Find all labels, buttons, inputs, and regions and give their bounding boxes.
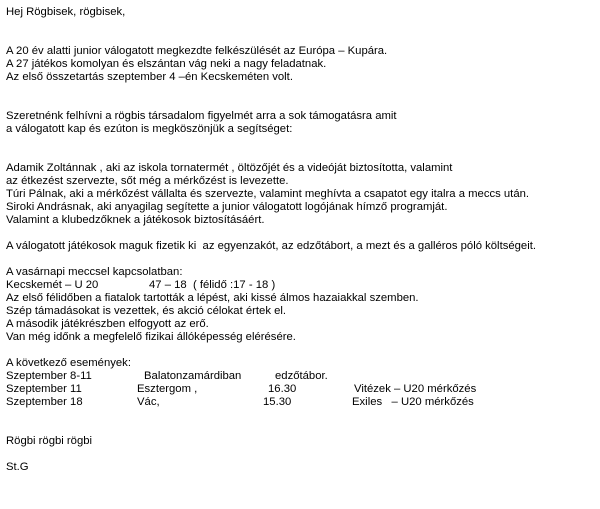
event-place: Esztergom , — [137, 383, 198, 395]
thanks-line-3: Túri Pálnak, aki a mérkőzést vállalta és szervezte, valamint meghívta a csapatot egy italra a meccs után. — [6, 188, 530, 200]
event-date: Szeptember 8-11 — [6, 370, 92, 382]
intro-line-3: Az első összetartás szeptember 4 –én Kecskeméten volt. — [6, 71, 293, 83]
event-place: Balatonzamárdiban — [144, 370, 242, 382]
intro-line-2: A 27 játékos komolyan és elszántan vág neki a nagy feladatnak. — [6, 58, 327, 70]
letter-document — [6, 6, 598, 474]
event-time: 16.30 — [268, 383, 297, 395]
event-description: Vitézek – U20 mérkőzés — [354, 383, 477, 395]
thanks-line-5: Valamint a klubedzőknek a játékosok biztosításáért. — [6, 214, 265, 226]
event-time: 15.30 — [263, 396, 292, 408]
match-note-2: Szép támadásokat is vezettek, és akció célokat értek el. — [6, 305, 287, 317]
match-heading: A vasárnapi meccsel kapcsolatban: — [6, 266, 183, 278]
event-description: Exiles – U20 mérkőzés — [352, 396, 474, 408]
match-result-label: Kecskemét – U 20 — [6, 279, 99, 291]
event-date: Szeptember 11 — [6, 383, 82, 395]
thanks-line-4: Siroki Andrásnak, aki anyagilag segítette a junior válogatott logójának hímző programját. — [6, 201, 448, 213]
thanks-line-1: Adamik Zoltánnak , aki az iskola tornatermét , öltözőjét és a videóját biztosította, valamint — [6, 162, 453, 174]
events-heading: A következő események: — [6, 357, 131, 369]
match-note-1: Az első félidőben a fiatalok tartották a lépést, aki kissé álmos hazaiakkal szemben. — [6, 292, 419, 304]
signature: St.G — [6, 461, 29, 473]
event-date: Szeptember 18 — [6, 396, 83, 408]
costs-paragraph: A válogatott játékosok maguk fizetik ki az egyenzakót, az edzőtábort, a mezt és a galléros póló költségeit. — [6, 240, 536, 252]
match-result-score: 47 – 18 ( félidő :17 - 18 ) — [149, 279, 276, 291]
match-note-3: A második játékrészben elfogyott az erő. — [6, 318, 209, 330]
intro-line-1: A 20 év alatti junior válogatott megkezdte felkészülését az Európa – Kupára. — [6, 45, 388, 57]
match-result-row — [6, 279, 598, 292]
attention-line-2: a válogatott kap és ezúton is megköszönjük a segítséget: — [6, 123, 293, 135]
greeting: Hej Rögbisek, rögbisek, — [6, 6, 126, 18]
match-note-4: Van még időnk a megfelelő fizikai állóképesség elérésére. — [6, 331, 296, 343]
closing-line: Rögbi rögbi rögbi — [6, 435, 93, 447]
event-place: Vác, — [137, 396, 160, 408]
event-row — [6, 370, 598, 383]
thanks-line-2: az étkezést szervezte, sőt még a mérkőzést is levezette. — [6, 175, 289, 187]
event-time: edzőtábor. — [275, 370, 328, 382]
attention-line-1: Szeretnénk felhívni a rögbis társadalom figyelmét arra a sok támogatásra amit — [6, 110, 397, 122]
event-row — [6, 396, 598, 409]
event-row — [6, 383, 598, 396]
